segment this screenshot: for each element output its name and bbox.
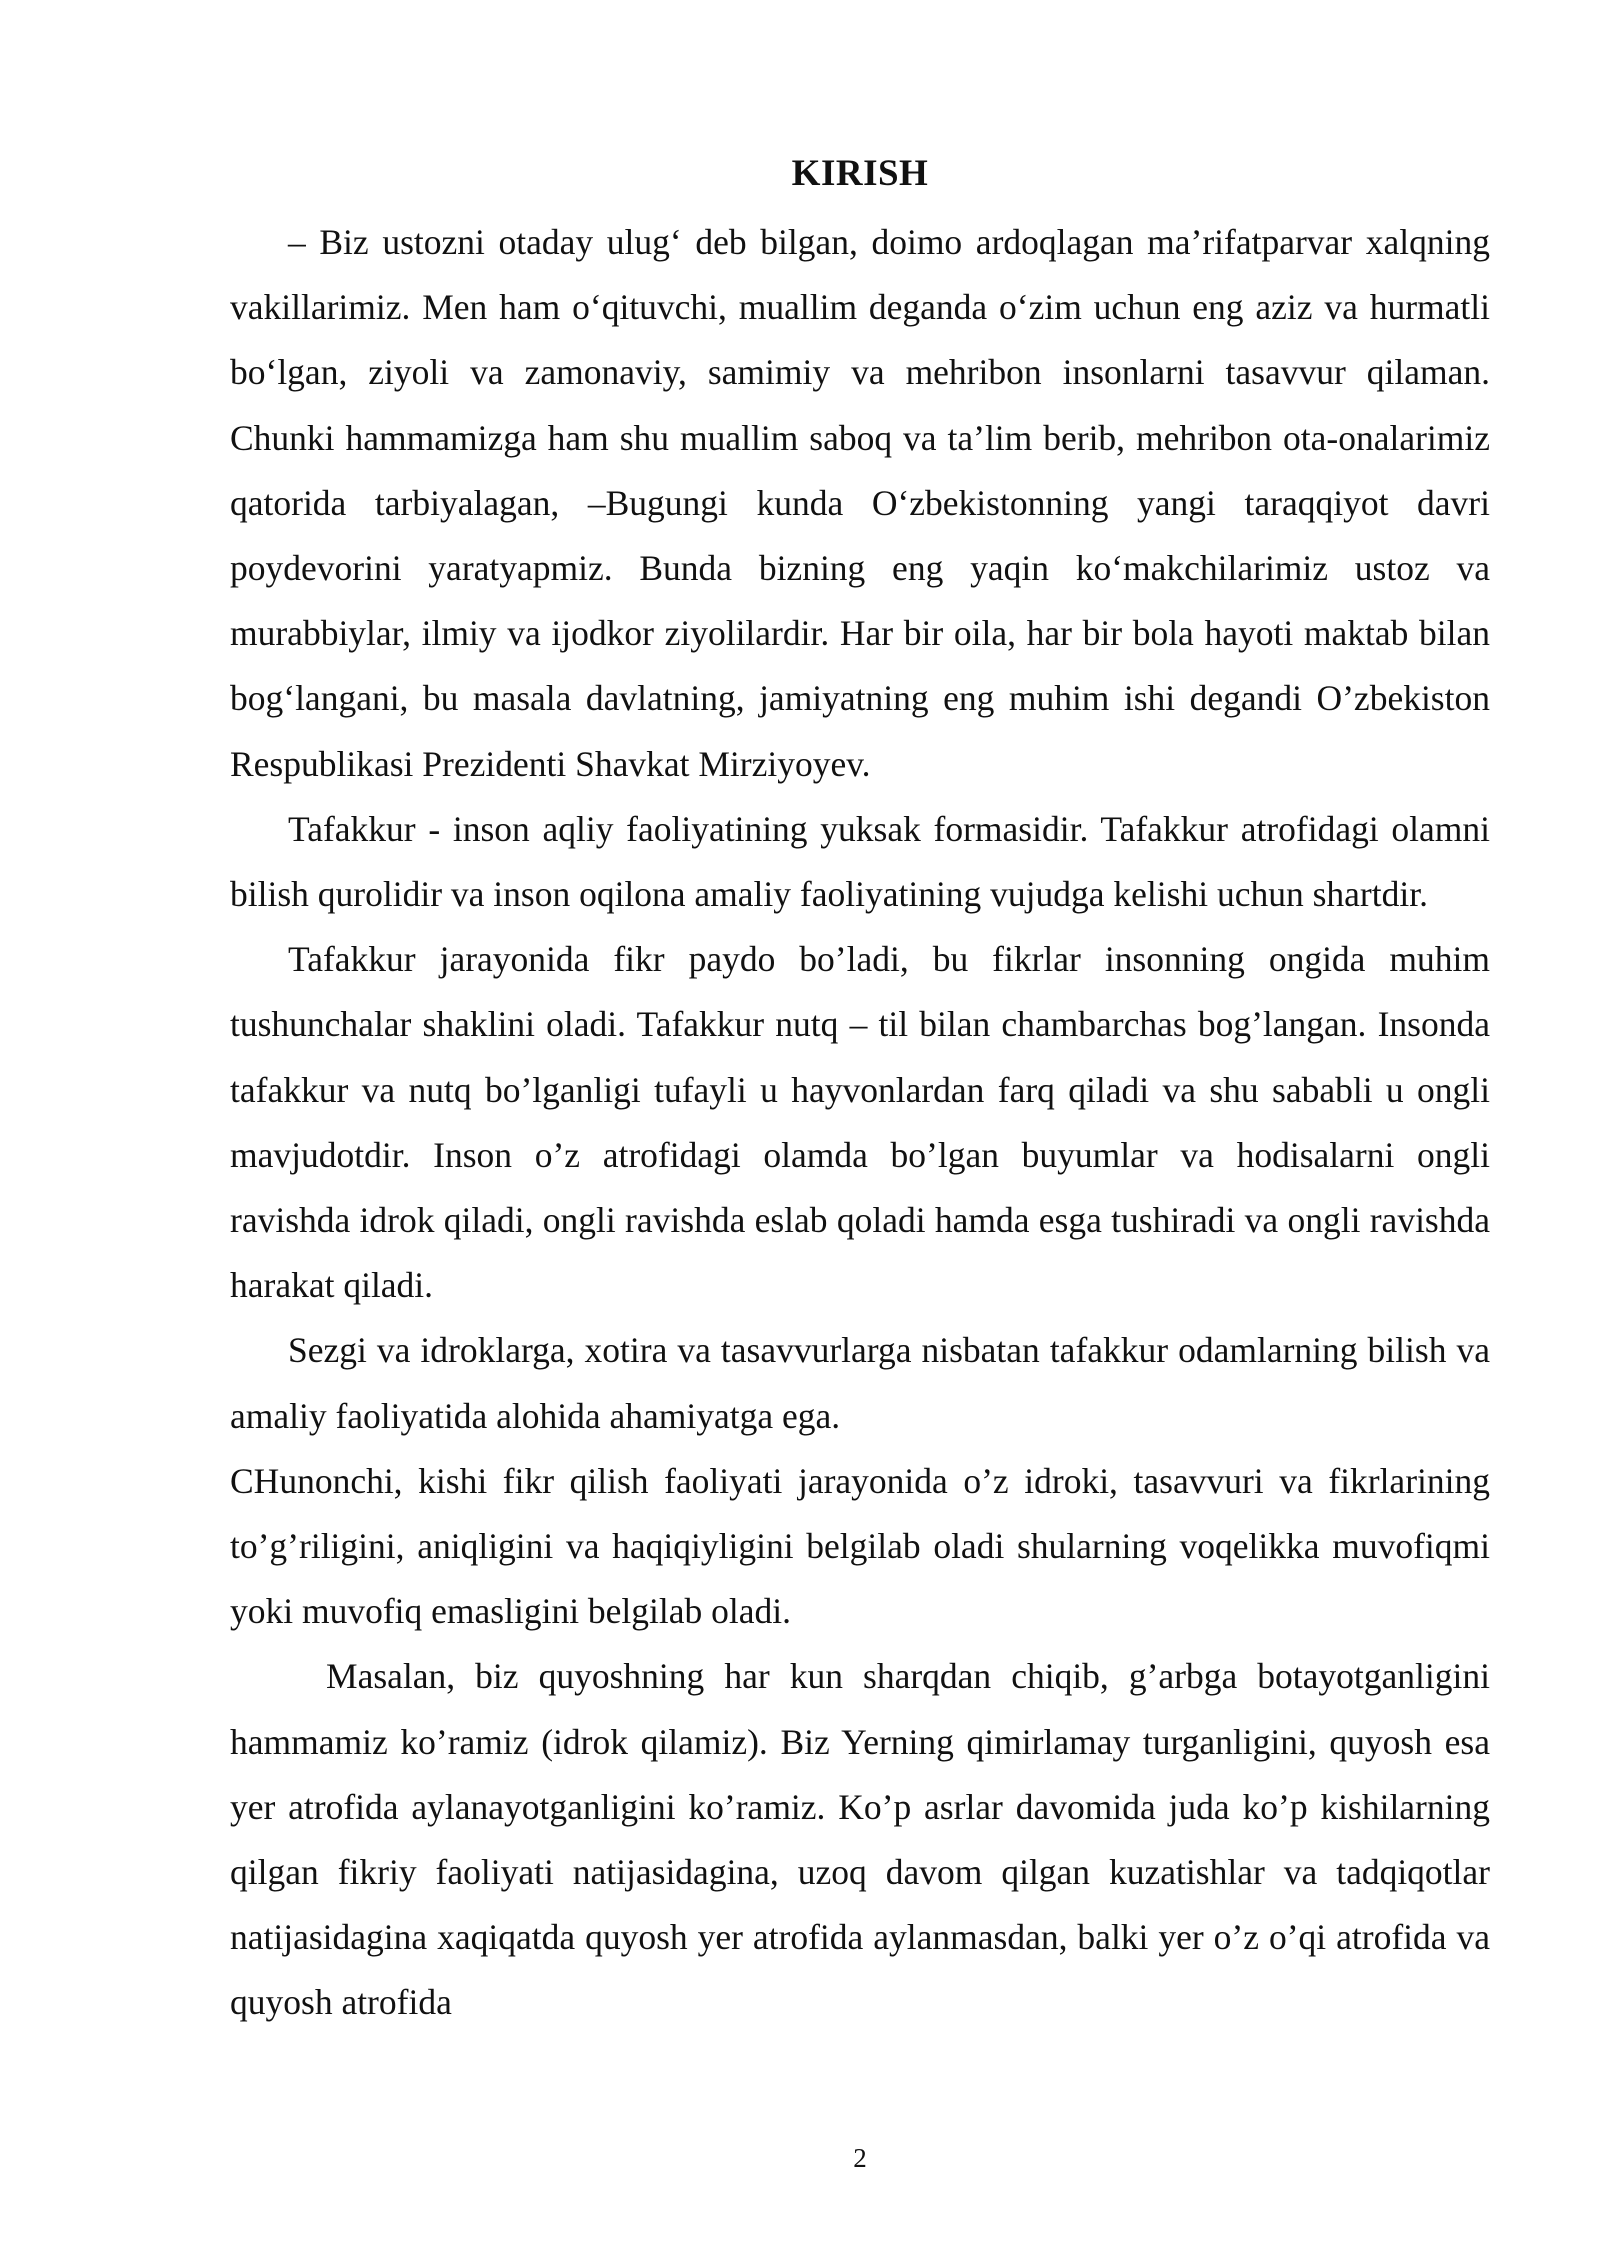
paragraph-4: Sezgi va idroklarga, xotira va tasavvurlarga nisbatan tafakkur odamlarning bilish va amaliy faoliyatida alohida ahamiyatga ega.: [230, 1330, 1490, 1436]
paragraph-2: Tafakkur - inson aqliy faoliyatining yuksak formasidir. Tafakkur atrofidagi olamni bilish qurolidir va inson oqilona amaliy faoliyatining vujudga kelishi uchun shartdir.: [230, 808, 1490, 915]
document-body: [230, 210, 1490, 2036]
document-title: KIRISH: [791, 153, 929, 194]
paragraph-1: – Biz ustozni otaday ulug‘ deb bilgan, doimo ardoqlagan ma’rifatparvar xalqning vakillarimiz. Men ham o‘qituvchi, muallim deganda o‘zim uchun eng aziz va hurmatli bo‘lgan, ziyoli va zamonaviy, samimiy va mehribon insonlarni tasavvur qilaman. Chunki hammamizga ham shu muallim saboq va ta’lim berib, mehribon ota-onalarimiz qatorida tarbiyalagan, –Bugungi kunda O‘zbekistonning yangi taraqqiyot davri poydevorini yaratyapmiz. Bunda bizning eng yaqin ko‘makchilarimiz ustoz va murabbiylar, ilmiy va ijodkor ziyolilardir. Har bir oila, har bir bola hayoti maktab bilan bog‘langani, bu masala davlatning, jamiyatning eng muhim ishi degandi O’zbekiston Respublikasi Prezidenti Shavkat Mirziyoyev.: [230, 222, 1490, 784]
paragraph-6: Masalan, biz quyoshning har kun sharqdan chiqib, g’arbga botayotganligini hammamiz ko’ramiz (idrok qilamiz). Biz Yerning qimirlamay turganligini, quyosh esa yer atrofida aylanayotganligini ko’ramiz. Ko’p asrlar davomida juda ko’p kishilarning qilgan fikriy faoliyati natijasidagina, uzoq davom qilgan kuzatishlar va tadqiqotlar natijasidagina xaqiqatda quyosh yer atrofida aylanmasdan, balki yer o’z o’qi atrofida va quyosh atrofida: [230, 1656, 1490, 2023]
paragraph-3: Tafakkur jarayonida fikr paydo bo’ladi, bu fikrlar insonning ongida muhim tushunchalar shaklini oladi. Tafakkur nutq – til bilan chambarchas bog’langan. Insonda tafakkur va nutq bo’lganligi tufayli u hayvonlardan farq qiladi va shu sababli u ongli mavjudotdir. Inson o’z atrofidagi olamda bo’lgan buyumlar va hodisalarni ongli ravishda idrok qiladi, ongli ravishda eslab qoladi hamda esga tushiradi va ongli ravishda harakat qiladi.: [230, 939, 1490, 1306]
page-number: 2: [853, 2143, 867, 2173]
paragraph-5: CHunonchi, kishi fikr qilish faoliyati jarayonida o’z idroki, tasavvuri va fikrlarining to’g’riligini, aniqligini va haqiqiyligini belgilab oladi shularning voqelikka muvofiqmi yoki muvofiq emasligini belgilab oladi.: [230, 1460, 1490, 1632]
